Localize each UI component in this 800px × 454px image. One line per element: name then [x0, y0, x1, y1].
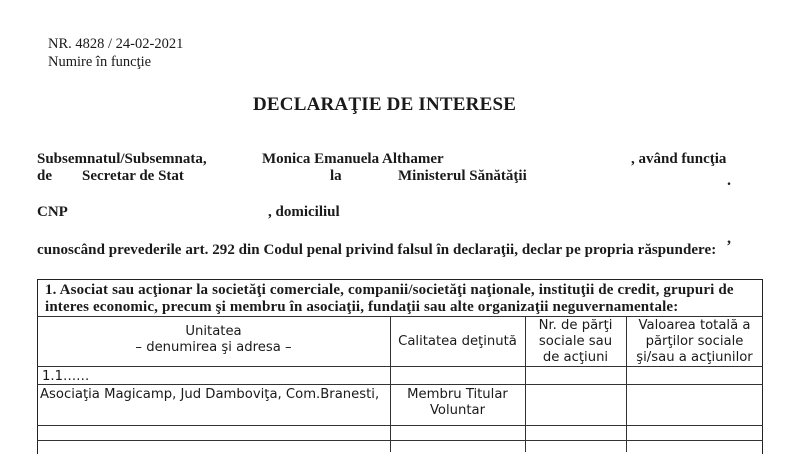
- column-header-unitatea-line2: – denumirea şi adresa –: [135, 340, 292, 355]
- cnp-label: CNP: [37, 204, 68, 220]
- row-calitatea-line2: Voluntar: [429, 403, 486, 418]
- row-index: 1.1……: [42, 369, 90, 384]
- subsemnatul-label: Subsemnatul/Subsemnata,: [37, 151, 207, 167]
- document-title: DECLARAŢIE DE INTERESE: [253, 94, 517, 115]
- table-row-divider-2: [37, 425, 763, 426]
- column-header-nr-parti-line2: sociale sau: [538, 334, 613, 349]
- de-label: de: [37, 168, 52, 184]
- column-header-unitatea: [37, 324, 390, 356]
- column-header-nr-parti-line3: de acţiuni: [542, 350, 609, 365]
- column-header-valoarea-line3: şi/sau a acţiunilor: [636, 350, 753, 365]
- column-header-valoarea-line1: Valoarea totală a: [638, 318, 751, 333]
- institution-value: Ministerul Sănătăţii: [398, 168, 527, 184]
- column-header-nr-parti-line1: Nr. de părţi: [538, 318, 613, 333]
- column-header-valoarea: [626, 318, 763, 366]
- row-calitatea-line1: Membru Titular: [407, 387, 508, 402]
- line-end-dot: .: [727, 172, 731, 189]
- table-row-divider-3: [37, 440, 763, 441]
- table-row-divider: [37, 384, 763, 385]
- function-value: Secretar de Stat: [82, 168, 184, 184]
- registration-number: NR. 4828 / 24-02-2021: [48, 36, 184, 52]
- section1-title-line2: interes economic, precum şi membru în asociaţii, fundaţii sau alte organizaţii neguvernamentale:: [45, 299, 679, 315]
- document-type: Numire în funcţie: [48, 54, 152, 70]
- column-header-unitatea-line1: Unitatea: [185, 324, 242, 339]
- column-header-valoarea-line2: părţilor sociale: [645, 334, 744, 349]
- column-header-nr-parti: [525, 318, 626, 366]
- table-header-bottom-border: [37, 366, 763, 367]
- section1-title-line1: 1. Asociat sau acţionar la societăţi comerciale, companii/societăţi naţionale, instituţii de credit, grupuri de: [45, 282, 734, 298]
- declarant-name: Monica Emanuela Althamer: [262, 151, 444, 167]
- table-header-top-border: [37, 316, 763, 317]
- statement-comma-mark: ,: [727, 230, 731, 247]
- row-unitatea: Asociaţia Magicamp, Jud Damboviţa, Com.Branesti,: [40, 387, 380, 402]
- row-calitatea: [390, 387, 525, 419]
- statement-text: cunoscând prevederile art. 292 din Codul penal privind falsul în declaraţii, declar pe propria răspundere:: [37, 242, 717, 258]
- avand-functia-label: , având funcţia: [631, 151, 727, 167]
- column-header-calitatea: Calitatea deţinută: [398, 334, 517, 349]
- la-label: la: [330, 168, 342, 184]
- domiciliul-label: , domiciliul: [268, 204, 340, 220]
